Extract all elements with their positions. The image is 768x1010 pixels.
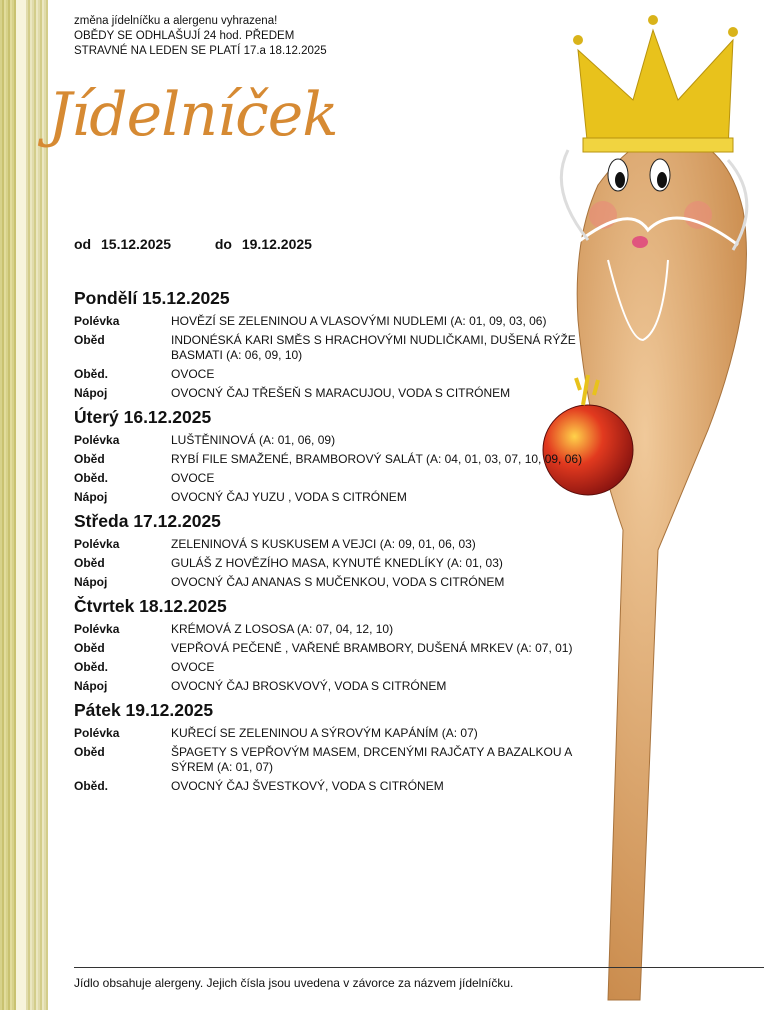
menu-row bbox=[74, 745, 584, 775]
menu-row bbox=[74, 314, 584, 329]
meal-item: OVOCNÝ ČAJ BROSKVOVÝ, VODA S CITRÓNEM bbox=[171, 679, 447, 693]
menu-row bbox=[74, 471, 584, 486]
meal-item: ŠPAGETY S VEPŘOVÝM MASEM, DRCENÝMI RAJČATY A BAZALKOU A SÝREM (A: 01, 07) bbox=[171, 745, 572, 774]
day-heading: Úterý 16.12.2025 bbox=[74, 407, 212, 427]
meal-item: RYBÍ FILE SMAŽENÉ, BRAMBOROVÝ SALÁT (A: 04, 01, 03, 07, 10, 09, 06) bbox=[171, 452, 583, 466]
meal-item: HOVĚZÍ SE ZELENINOU A VLASOVÝMI NUDLEMI (A: 01, 09, 03, 06) bbox=[171, 314, 547, 328]
meal-category: Oběd. bbox=[74, 471, 109, 485]
meal-item: OVOCE bbox=[171, 367, 215, 381]
menu-row bbox=[74, 779, 584, 794]
meal-category: Nápoj bbox=[74, 490, 108, 504]
meal-category: Polévka bbox=[74, 537, 120, 551]
menu-row bbox=[74, 386, 584, 401]
menu-row bbox=[74, 333, 584, 363]
notice-line: STRAVNÉ NA LEDEN SE PLATÍ 17.a 18.12.2025 bbox=[74, 45, 327, 57]
day-section bbox=[74, 288, 584, 401]
meal-category: Oběd bbox=[74, 452, 105, 466]
from-date: 15.12.2025 bbox=[101, 236, 172, 252]
meal-category: Nápoj bbox=[74, 386, 108, 400]
menu-row bbox=[74, 726, 584, 741]
meal-category: Polévka bbox=[74, 726, 120, 740]
notice-line: změna jídelníčku a alergenu vyhrazena! bbox=[74, 15, 278, 27]
decor-stripe bbox=[16, 0, 26, 1010]
menu-row bbox=[74, 679, 584, 694]
meal-item: GULÁŠ Z HOVĚZÍHO MASA, KYNUTÉ KNEDLÍKY (A: 01, 03) bbox=[171, 556, 503, 570]
meal-item: OVOCNÝ ČAJ ANANAS S MUČENKOU, VODA S CITRÓNEM bbox=[171, 575, 505, 589]
menu-row bbox=[74, 622, 584, 637]
meal-category: Oběd. bbox=[74, 660, 109, 674]
meal-category: Oběd bbox=[74, 556, 105, 570]
menu-row bbox=[74, 660, 584, 675]
day-heading: Středa 17.12.2025 bbox=[74, 511, 221, 531]
to-date: 19.12.2025 bbox=[241, 236, 312, 252]
meal-item: VEPŘOVÁ PEČENĚ , VAŘENÉ BRAMBORY, DUŠENÁ MRKEV (A: 07, 01) bbox=[171, 641, 573, 655]
day-heading: Čtvrtek 18.12.2025 bbox=[74, 596, 227, 616]
menu-row bbox=[74, 575, 584, 590]
notice bbox=[74, 14, 327, 59]
menu-row bbox=[74, 452, 584, 467]
meal-category: Nápoj bbox=[74, 679, 108, 693]
day-section bbox=[74, 596, 584, 694]
to-label: do bbox=[214, 236, 232, 252]
day-section bbox=[74, 700, 584, 794]
meal-category: Nápoj bbox=[74, 575, 108, 589]
meal-item: OVOCNÝ ČAJ ŠVESTKOVÝ, VODA S CITRÓNEM bbox=[171, 779, 444, 793]
meal-item: OVOCE bbox=[171, 471, 215, 485]
meal-item: LUŠTĚNINOVÁ (A: 01, 06, 09) bbox=[171, 433, 336, 447]
divider bbox=[74, 967, 764, 968]
meal-item: OVOCNÝ ČAJ TŘEŠEŇ S MARACUJOU, VODA S CITRÓNEM bbox=[171, 386, 511, 400]
day-section bbox=[74, 511, 584, 590]
weekly-menu bbox=[74, 288, 584, 800]
meal-category: Polévka bbox=[74, 314, 120, 328]
meal-item: ZELENINOVÁ S KUSKUSEM A VEJCI (A: 09, 01, 06, 03) bbox=[171, 537, 476, 551]
allergen-footnote: Jídlo obsahuje alergeny. Jejich čísla jsou uvedena v závorce za názvem jídelníčku. bbox=[74, 976, 514, 990]
meal-category: Oběd bbox=[74, 641, 105, 655]
meal-item: OVOCNÝ ČAJ YUZU , VODA S CITRÓNEM bbox=[171, 490, 407, 504]
decor-stripe bbox=[0, 0, 16, 1010]
meal-item: KUŘECÍ SE ZELENINOU A SÝROVÝM KAPÁNÍM (A: 07) bbox=[171, 726, 478, 740]
meal-item: INDONÉSKÁ KARI SMĚS S HRACHOVÝMI NUDLIČKAMI, DUŠENÁ RÝŽE BASMATI (A: 06, 09, 10) bbox=[171, 333, 576, 362]
menu-row bbox=[74, 537, 584, 552]
meal-item: OVOCE bbox=[171, 660, 215, 674]
menu-row bbox=[74, 367, 584, 382]
date-range bbox=[74, 236, 318, 252]
meal-category: Oběd bbox=[74, 333, 105, 347]
day-heading: Pondělí 15.12.2025 bbox=[74, 288, 230, 308]
notice-line: OBĚDY SE ODHLAŠUJÍ 24 hod. PŘEDEM bbox=[74, 30, 295, 42]
meal-category: Oběd. bbox=[74, 779, 109, 793]
from-label: od bbox=[74, 236, 92, 252]
day-section bbox=[74, 407, 584, 505]
menu-row bbox=[74, 490, 584, 505]
day-heading: Pátek 19.12.2025 bbox=[74, 700, 214, 720]
page-title: Jídelníček bbox=[48, 80, 338, 150]
meal-category: Oběd. bbox=[74, 367, 109, 381]
meal-category: Polévka bbox=[74, 622, 120, 636]
meal-category: Polévka bbox=[74, 433, 120, 447]
meal-category: Oběd bbox=[74, 745, 105, 759]
menu-row bbox=[74, 641, 584, 656]
menu-row bbox=[74, 433, 584, 448]
meal-item: KRÉMOVÁ Z LOSOSA (A: 07, 04, 12, 10) bbox=[171, 622, 394, 636]
menu-row bbox=[74, 556, 584, 571]
decor-stripe bbox=[26, 0, 48, 1010]
